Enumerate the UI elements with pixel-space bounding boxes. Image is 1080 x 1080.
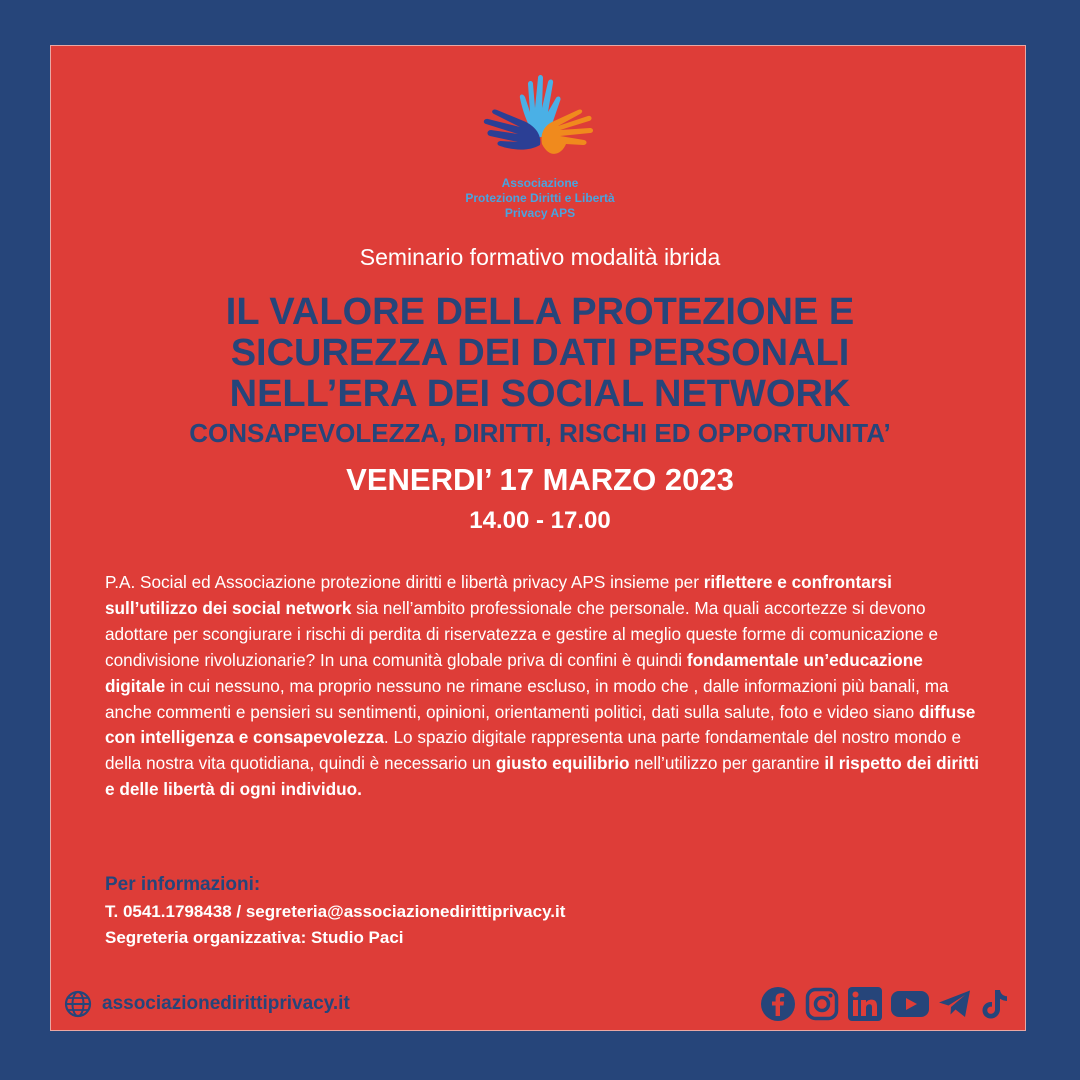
event-subheading: CONSAPEVOLEZZA, DIRITTI, RISCHI ED OPPORTUNITA’ (189, 418, 891, 448)
event-time: 14.00 - 17.00 (469, 507, 611, 534)
body-text-segment: nell’utilizzo per garantire (629, 753, 825, 774)
logo-line: Associazione (501, 176, 579, 190)
event-subtitle: Seminario formativo modalità ibrida (359, 244, 721, 270)
body-text-segment: sia nell’ambito professionale che personale. Ma quali accortezze si devono adottare per scongiurare i rischi di perdita di riservatezza e gestire al meglio queste forme di comunicazione e condivisione rivoluzionarie? In una comunità globale priva di confini è quindi (105, 597, 939, 670)
title-line: IL VALORE DELLA PROTEZIONE E (225, 291, 855, 333)
title-line: SICUREZZA DEI DATI PERSONALI (230, 332, 850, 374)
instagram-icon[interactable] (805, 987, 839, 1021)
linkedin-icon[interactable] (848, 987, 882, 1021)
contact-line: T. 0541.1798438 / segreteria@associazionedirittiprivacy.it (105, 902, 566, 921)
body-bold-text: diffuse con intelligenza e consapevolezza (105, 701, 976, 748)
tiktok-icon[interactable] (981, 988, 1009, 1020)
body-text-segment: P.A. Social ed Associazione protezione diritti e libertà privacy APS insieme per (105, 572, 704, 592)
body-bold-text: giusto equilibrio (495, 753, 630, 774)
website-text: associazionedirittiprivacy.it (102, 993, 350, 1014)
logo-text (440, 176, 640, 221)
event-title (0, 292, 1080, 415)
facebook-icon[interactable] (760, 986, 796, 1022)
hands-logo (470, 70, 610, 170)
social-links (760, 986, 1009, 1022)
title-line: NELL’ERA DEI SOCIAL NETWORK (229, 373, 851, 415)
logo-line: Protezione Diritti e Libertà (465, 191, 615, 205)
event-date: VENERDI’ 17 MARZO 2023 (346, 462, 734, 497)
organizer-line: Segreteria organizzativa: Studio Paci (105, 928, 404, 947)
info-title: Per informazioni: (105, 874, 261, 895)
telegram-icon[interactable] (938, 989, 972, 1019)
website-link[interactable] (64, 990, 350, 1018)
youtube-icon[interactable] (891, 989, 929, 1019)
body-text-segment: in cui nessuno, ma proprio nessuno ne rimane escluso, in modo che , dalle informazioni più banali, ma anche commenti e pensieri su sentimenti, opinioni, orientamenti politici, dati sulla salute, foto e video siano (105, 675, 949, 722)
body-text-segment: . Lo spazio digitale rappresenta una parte fondamentale del nostro mondo e della nostra vita quotidiana, quindi è necessario un (105, 727, 962, 774)
body-bold-text: il rispetto dei diritti e delle libertà di ogni individuo. (105, 753, 980, 800)
body-bold-text: fondamentale un’educazione digitale (105, 649, 923, 696)
globe-icon (64, 990, 92, 1018)
logo-line: Privacy APS (504, 206, 576, 220)
body-bold-text: riflettere e confrontarsi sull’utilizzo dei social network (105, 572, 892, 618)
event-description (105, 570, 985, 803)
